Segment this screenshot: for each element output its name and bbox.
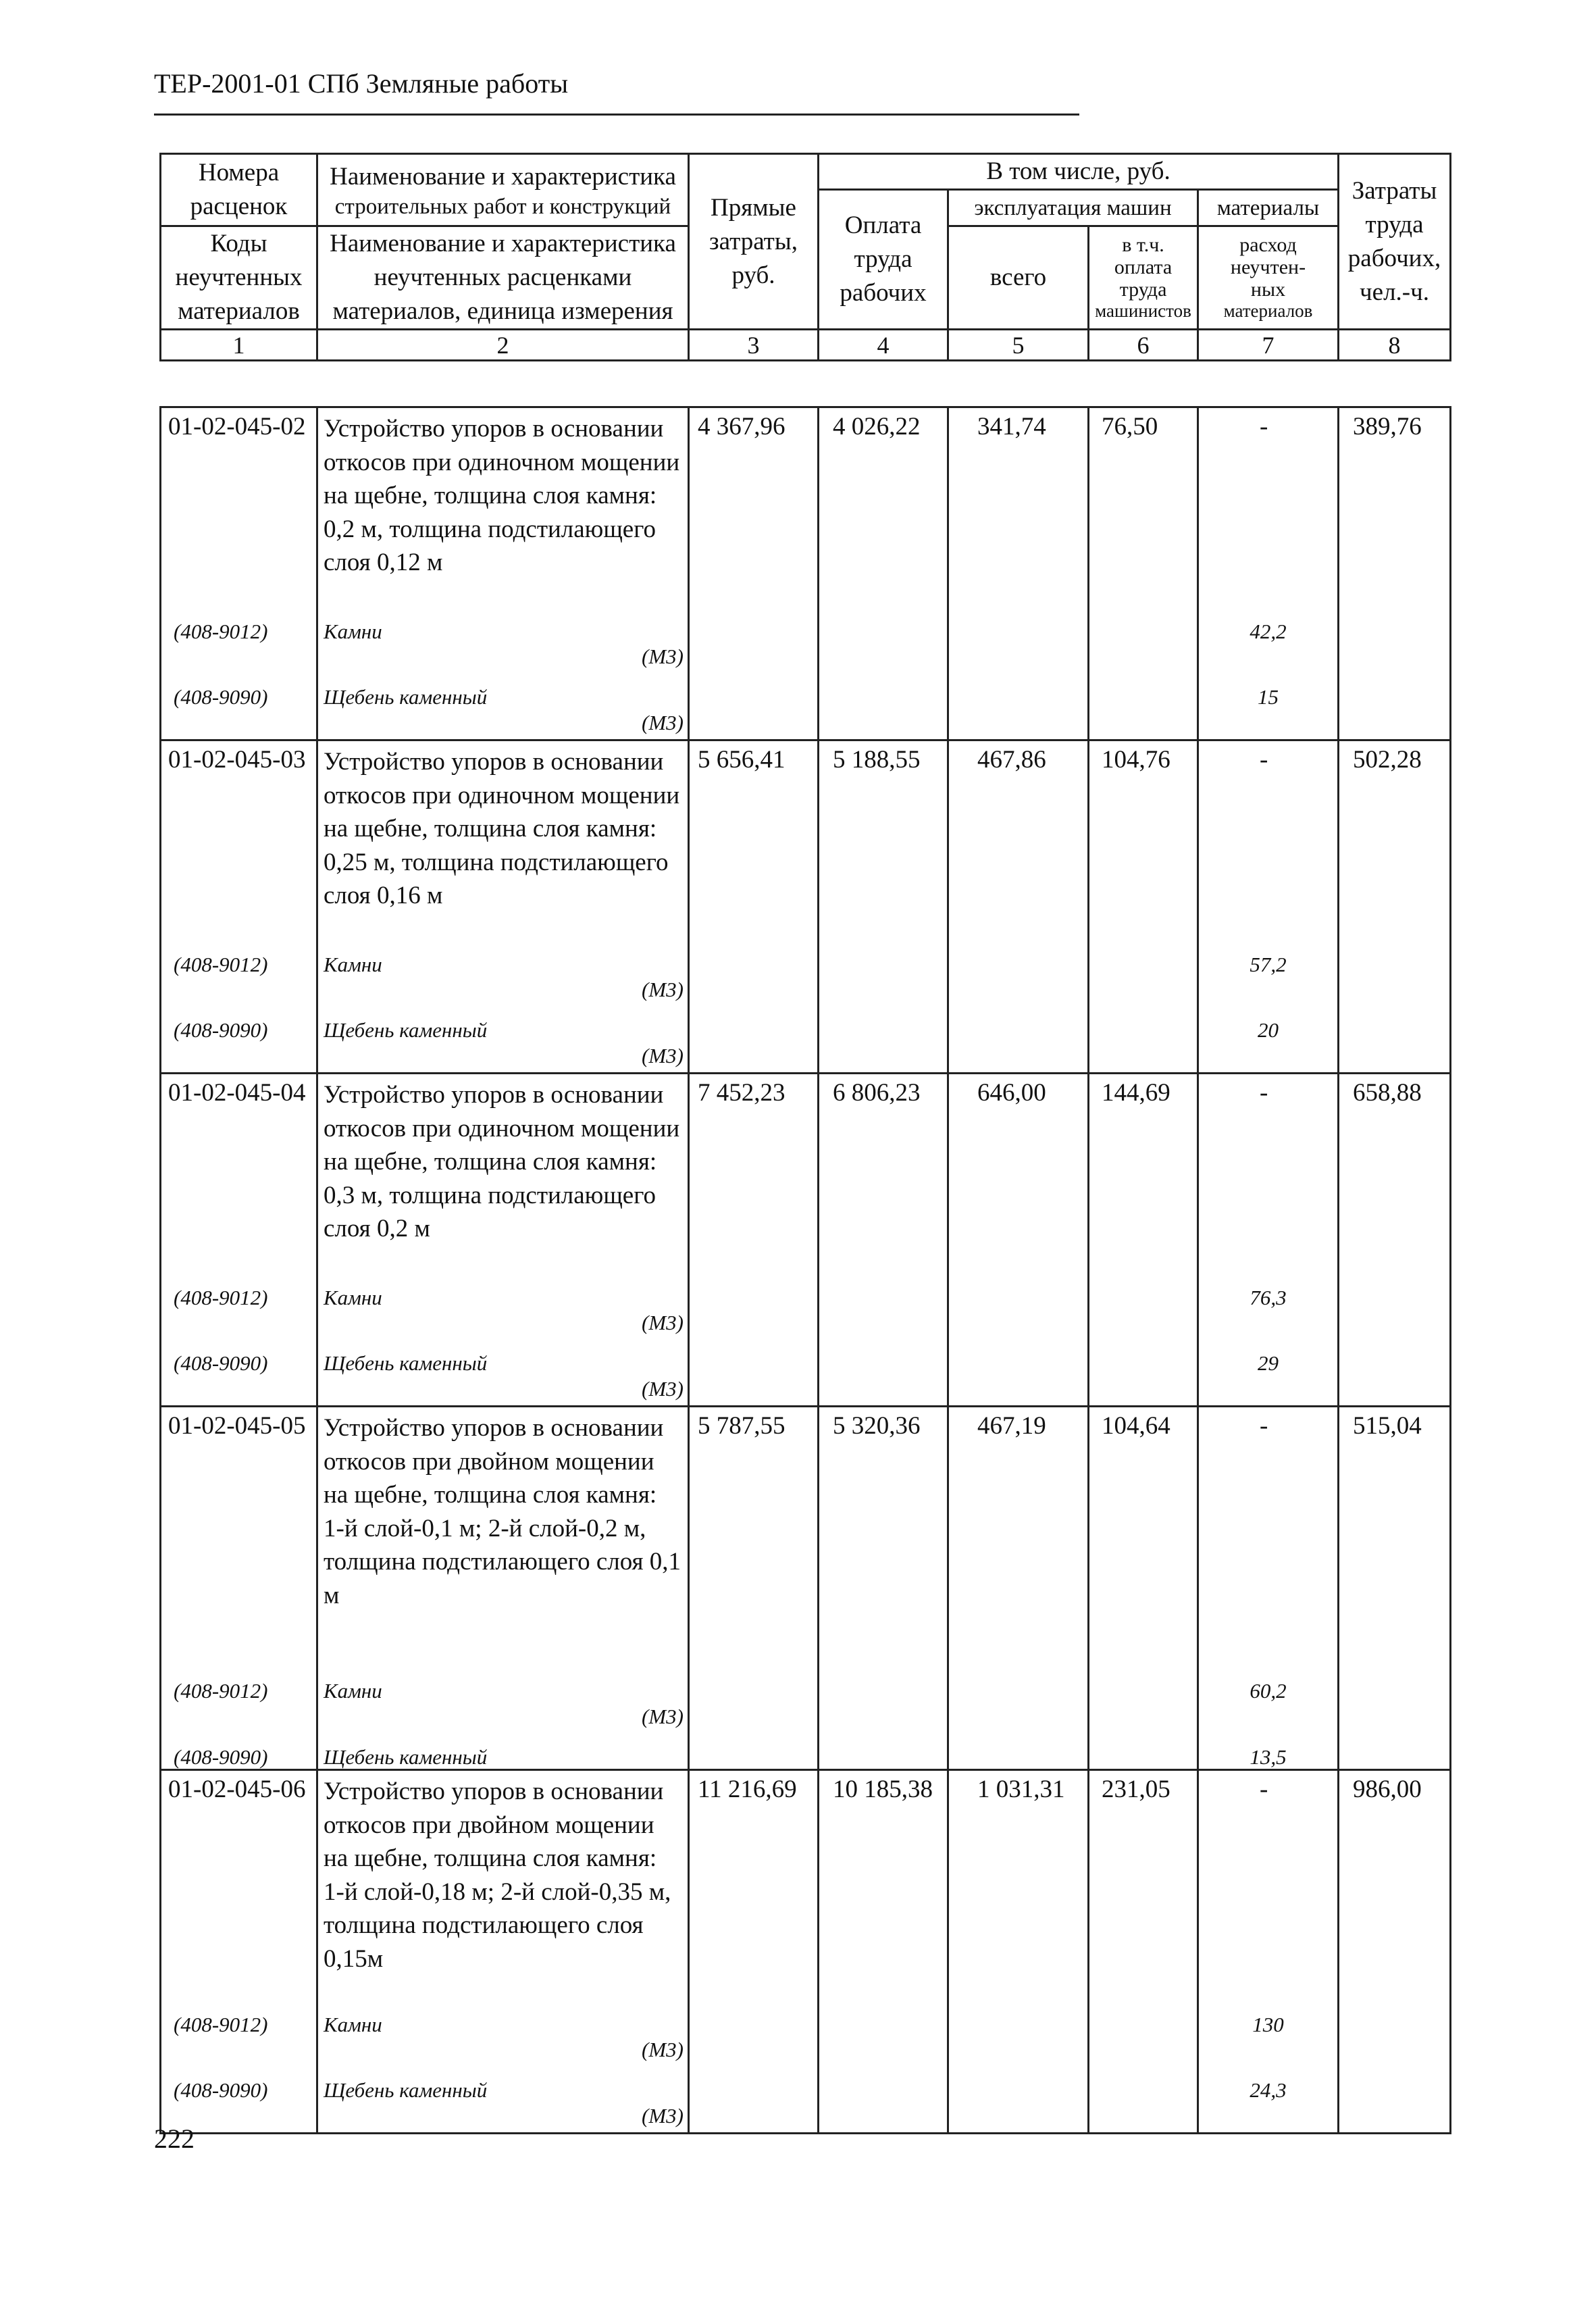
direct-cost: 4 367,96	[698, 413, 786, 441]
table-cell	[819, 1074, 948, 1407]
header-group-including: В том числе, руб.	[819, 154, 1339, 190]
column-number: 3	[689, 330, 819, 361]
table-cell	[161, 740, 317, 1074]
table-cell	[317, 1074, 689, 1407]
materials-value: -	[1260, 1412, 1268, 1440]
material-code: (408-9090)	[174, 2078, 268, 2102]
column-number: 5	[948, 330, 1089, 361]
rate-code: 01-02-045-02	[168, 413, 306, 441]
material-name: Щебень каменный	[324, 1745, 488, 1769]
material-unit: (М3)	[642, 978, 684, 1001]
page-number: 222	[154, 2123, 195, 2154]
material-qty: 42,2	[1250, 620, 1287, 643]
rate-code: 01-02-045-04	[168, 1079, 306, 1107]
work-description: Устройство упоров в основании откосов при двойном мощении на щебне, толщина слоя камня: 1-й слой-0,1 м; 2-й слой-0,2 м, толщина подстилающего слоя 0,1 м	[324, 1414, 681, 1609]
work-description: Устройство упоров в основании откосов при одиночном мощении на щебне, толщина слоя камня: 0,2 м, толщина подстилающего слоя 0,12 м	[324, 415, 680, 576]
machinist-pay: 144,69	[1102, 1079, 1170, 1107]
table-cell	[317, 1407, 689, 1770]
rate-code: 01-02-045-05	[168, 1412, 306, 1440]
table-cell	[1089, 740, 1198, 1074]
material-name: Щебень каменный	[324, 1018, 488, 1042]
material-qty: 57,2	[1250, 953, 1287, 976]
table-cell	[1198, 1770, 1339, 2134]
material-name: Камни	[324, 2013, 382, 2036]
labor-hours: 502,28	[1353, 746, 1422, 774]
table-cell	[1339, 1407, 1451, 1770]
table-cell	[1339, 1770, 1451, 2134]
material-qty: 13,5	[1250, 1745, 1287, 1769]
table-cell	[1089, 1074, 1198, 1407]
work-description: Устройство упоров в основании откосов при одиночном мощении на щебне, толщина слоя камня: 0,3 м, толщина подстилающего слоя 0,2 м	[324, 1081, 680, 1242]
machine-total: 1 031,31	[977, 1776, 1065, 1803]
direct-cost: 5 656,41	[698, 746, 786, 774]
material-qty: 24,3	[1250, 2078, 1287, 2102]
machine-total: 341,74	[977, 413, 1046, 441]
material-code: (408-9012)	[174, 620, 268, 643]
header-unaccounted-codes: Коды неучтенных материалов	[161, 226, 317, 330]
header-machine-operation: эксплуатация машин	[948, 190, 1198, 226]
direct-cost: 7 452,23	[698, 1079, 786, 1107]
material-name: Камни	[324, 1679, 382, 1703]
table-cell	[1198, 740, 1339, 1074]
direct-cost: 11 216,69	[698, 1776, 797, 1803]
material-unit: (М3)	[642, 1377, 684, 1401]
table-cell	[1339, 407, 1451, 740]
material-unit: (М3)	[642, 1044, 684, 1067]
header-machinist-pay: в т.ч. оплата труда машинистов	[1089, 226, 1198, 330]
rate-row	[161, 740, 1451, 1074]
table-cell	[317, 407, 689, 740]
column-numbers-row	[161, 330, 1451, 361]
column-number: 1	[161, 330, 317, 361]
labor-pay: 5 188,55	[833, 746, 921, 774]
table-header	[159, 153, 1451, 361]
material-unit: (М3)	[642, 2104, 684, 2128]
material-code: (408-9012)	[174, 953, 268, 976]
table-cell	[819, 1770, 948, 2134]
rate-row	[161, 1074, 1451, 1407]
table-cell	[948, 1407, 1089, 1770]
header-machine-total: всего	[948, 226, 1089, 330]
material-code: (408-9012)	[174, 1286, 268, 1309]
material-unit: (М3)	[642, 645, 684, 668]
header-rate-numbers: Номера расценок	[161, 154, 317, 226]
header-work-name: Наименование и характеристика строительных работ и конструкций	[317, 154, 689, 226]
table-cell	[819, 740, 948, 1074]
labor-pay: 6 806,23	[833, 1079, 921, 1107]
table-cell	[317, 1770, 689, 2134]
labor-hours: 515,04	[1353, 1412, 1422, 1440]
header-labor-hours: Затраты труда рабочих, чел.-ч.	[1339, 154, 1451, 330]
table-cell	[948, 1770, 1089, 2134]
table-cell	[1089, 407, 1198, 740]
table-cell	[1089, 1407, 1198, 1770]
machinist-pay: 104,76	[1102, 746, 1170, 774]
rates-table	[159, 406, 1451, 2134]
column-number: 4	[819, 330, 948, 361]
table-cell	[1339, 740, 1451, 1074]
materials-value: -	[1260, 1776, 1268, 1803]
machinist-pay: 76,50	[1102, 413, 1158, 441]
table-cell	[948, 407, 1089, 740]
table-cell	[948, 1074, 1089, 1407]
material-name: Камни	[324, 953, 382, 976]
labor-hours: 389,76	[1353, 413, 1422, 441]
material-code: (408-9090)	[174, 685, 268, 709]
labor-pay: 5 320,36	[833, 1412, 921, 1440]
direct-cost: 5 787,55	[698, 1412, 786, 1440]
labor-hours: 986,00	[1353, 1776, 1422, 1803]
materials-value: -	[1260, 413, 1268, 441]
table-cell	[161, 407, 317, 740]
table-cell	[1089, 1770, 1198, 2134]
material-qty: 130	[1252, 2013, 1284, 2036]
material-qty: 29	[1258, 1351, 1279, 1375]
material-name: Щебень каменный	[324, 685, 488, 709]
column-number: 7	[1198, 330, 1339, 361]
material-name: Камни	[324, 1286, 382, 1309]
table-cell	[1198, 1074, 1339, 1407]
materials-value: -	[1260, 746, 1268, 774]
table-cell	[948, 740, 1089, 1074]
material-unit: (М3)	[642, 1705, 684, 1728]
header-materials: материалы	[1198, 190, 1339, 226]
table-cell	[1198, 407, 1339, 740]
table-cell	[689, 740, 819, 1074]
table-cell	[317, 740, 689, 1074]
header-labor-pay: Оплата труда рабочих	[819, 190, 948, 330]
material-unit: (М3)	[642, 2038, 684, 2061]
rate-row	[161, 407, 1451, 740]
material-code: (408-9090)	[174, 1018, 268, 1042]
title-rule	[154, 114, 1079, 116]
table-cell	[161, 1770, 317, 2134]
material-name: Щебень каменный	[324, 1351, 488, 1375]
document-title: ТЕР-2001-01 СПб Земляные работы	[154, 68, 569, 99]
machinist-pay: 231,05	[1102, 1776, 1170, 1803]
labor-pay: 10 185,38	[833, 1776, 933, 1803]
table-cell	[819, 1407, 948, 1770]
work-description: Устройство упоров в основании откосов при одиночном мощении на щебне, толщина слоя камня: 0,25 м, толщина подстилающего слоя 0,16 м	[324, 748, 680, 909]
table-cell	[1198, 1407, 1339, 1770]
table-cell	[161, 1074, 317, 1407]
table-cell	[689, 1074, 819, 1407]
labor-hours: 658,88	[1353, 1079, 1422, 1107]
material-code: (408-9012)	[174, 1679, 268, 1703]
machinist-pay: 104,64	[1102, 1412, 1170, 1440]
material-qty: 60,2	[1250, 1679, 1287, 1703]
machine-total: 646,00	[977, 1079, 1046, 1107]
material-code: (408-9090)	[174, 1745, 268, 1769]
machine-total: 467,86	[977, 746, 1046, 774]
table-cell	[689, 407, 819, 740]
rate-code: 01-02-045-03	[168, 746, 306, 774]
material-code: (408-9090)	[174, 1351, 268, 1375]
table-cell	[819, 407, 948, 740]
material-unit: (М3)	[642, 711, 684, 734]
rate-row	[161, 1407, 1451, 1770]
material-unit: (М3)	[642, 1311, 684, 1334]
table-cell	[689, 1407, 819, 1770]
column-number: 2	[317, 330, 689, 361]
work-description: Устройство упоров в основании откосов при двойном мощении на щебне, толщина слоя камня: 1-й слой-0,18 м; 2-й слой-0,35 м, толщина подстилающего слоя 0,15м	[324, 1778, 671, 1973]
table-cell	[161, 1407, 317, 1770]
table-cell	[1339, 1074, 1451, 1407]
material-code: (408-9012)	[174, 2013, 268, 2036]
rate-code: 01-02-045-06	[168, 1776, 306, 1803]
column-number: 8	[1339, 330, 1451, 361]
machine-total: 467,19	[977, 1412, 1046, 1440]
header-material-name: Наименование и характеристика неучтенных расценками материалов, единица измерения	[317, 226, 689, 330]
material-name: Камни	[324, 620, 382, 643]
header-direct-costs: Прямые затраты, руб.	[689, 154, 819, 330]
material-qty: 15	[1258, 685, 1279, 709]
materials-value: -	[1260, 1079, 1268, 1107]
column-number: 6	[1089, 330, 1198, 361]
material-qty: 76,3	[1250, 1286, 1287, 1309]
header-material-consumption: расход неучтен- ных материалов	[1198, 226, 1339, 330]
rate-row	[161, 1770, 1451, 2134]
labor-pay: 4 026,22	[833, 413, 921, 441]
material-qty: 20	[1258, 1018, 1279, 1042]
material-name: Щебень каменный	[324, 2078, 488, 2102]
table-cell	[689, 1770, 819, 2134]
